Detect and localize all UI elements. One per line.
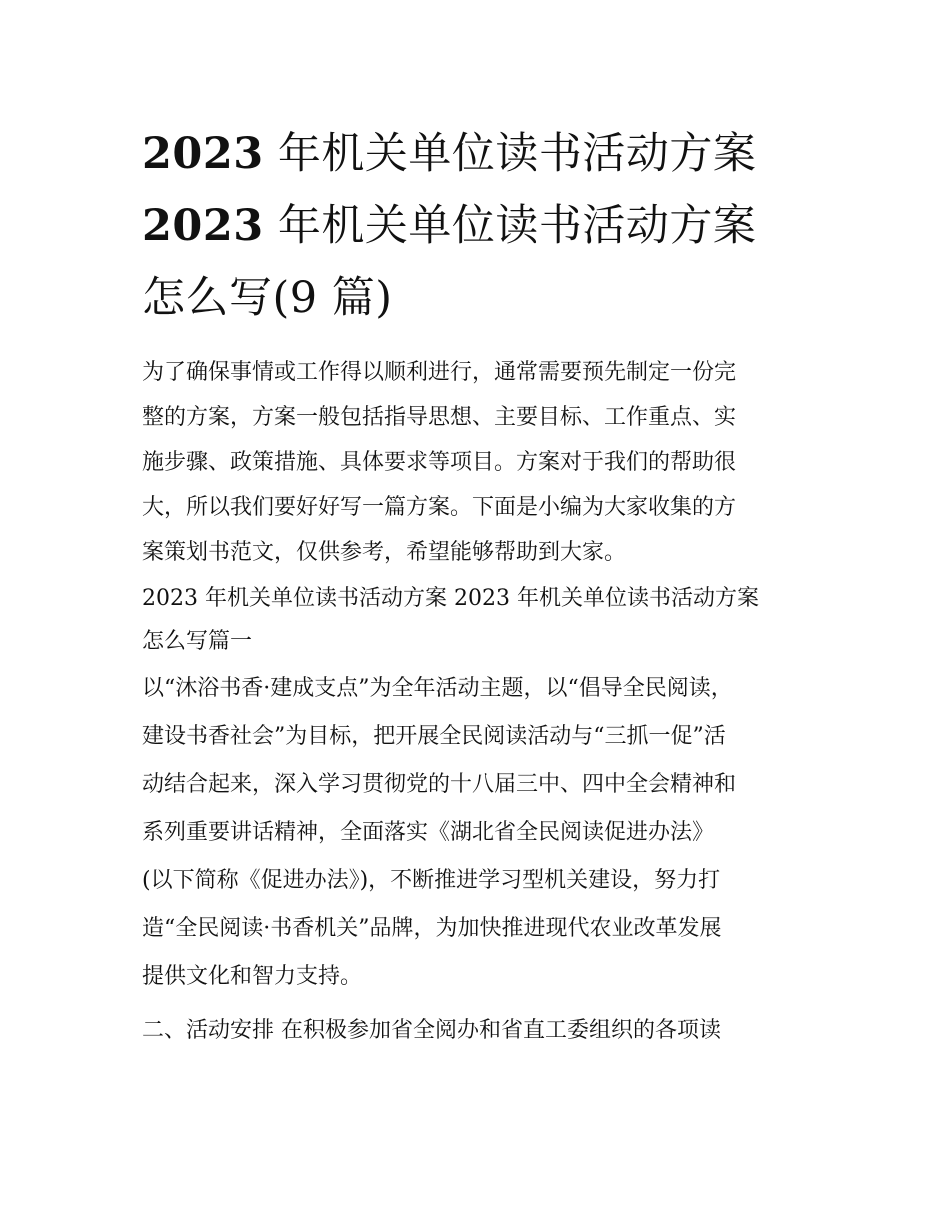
title-text: 年机关单位读书活动方案 [263, 129, 757, 179]
intro-line: 案策划书范文，仅供参考，希望能够帮助到大家。 [142, 540, 627, 565]
title-line-2 [142, 190, 818, 262]
section-heading [142, 577, 818, 663]
body-line: (以下简称《促进办法》)，不断推进学习型机关建设，努力打 [142, 868, 721, 893]
intro-line: 为了确保事情或工作得以顺利进行，通常需要预先制定一份完 [142, 360, 737, 385]
section-heading-line: 怎么写篇一 [142, 629, 253, 654]
title-year: 2023 [142, 201, 264, 251]
intro-line: 大，所以我们要好好写一篇方案。下面是小编为大家收集的方 [142, 495, 737, 520]
title-text: 年机关单位读书活动方案 [263, 201, 757, 251]
body-line: 动结合起来，深入学习贯彻党的十八届三中、四中全会精神和 [142, 772, 737, 797]
section-heading-line: 2023 年机关单位读书活动方案 2023 年机关单位读书活动方案 [142, 586, 759, 611]
title-text: 怎么写(9 篇) [142, 273, 393, 323]
body-line: 建设书香社会”为目标，把开展全民阅读活动与“三抓一促”活 [142, 724, 726, 749]
body-line: 系列重要讲话精神，全面落实《湖北省全民阅读促进办法》 [142, 820, 715, 845]
intro-line: 整的方案，方案一般包括指导思想、主要目标、工作重点、实 [142, 405, 737, 430]
body-line: 提供文化和智力支持。 [142, 964, 363, 989]
body-paragraph [142, 665, 818, 1001]
intro-paragraph [142, 350, 818, 575]
title-line-1 [142, 118, 818, 190]
activity-arrangement-line: 二、活动安排 在积极参加省全阅办和省直工委组织的各项读 [142, 1018, 721, 1043]
document-title [142, 118, 818, 334]
title-line-3 [142, 262, 818, 334]
title-year: 2023 [142, 129, 264, 179]
document-page [142, 118, 818, 1055]
intro-line: 施步骤、政策措施、具体要求等项目。方案对于我们的帮助很 [142, 450, 737, 475]
body-line: 以“沐浴书香·建成支点”为全年活动主题，以“倡导全民阅读， [142, 676, 733, 701]
body-line: 造“全民阅读·书香机关”品牌，为加快推进现代农业改革发展 [142, 916, 722, 941]
